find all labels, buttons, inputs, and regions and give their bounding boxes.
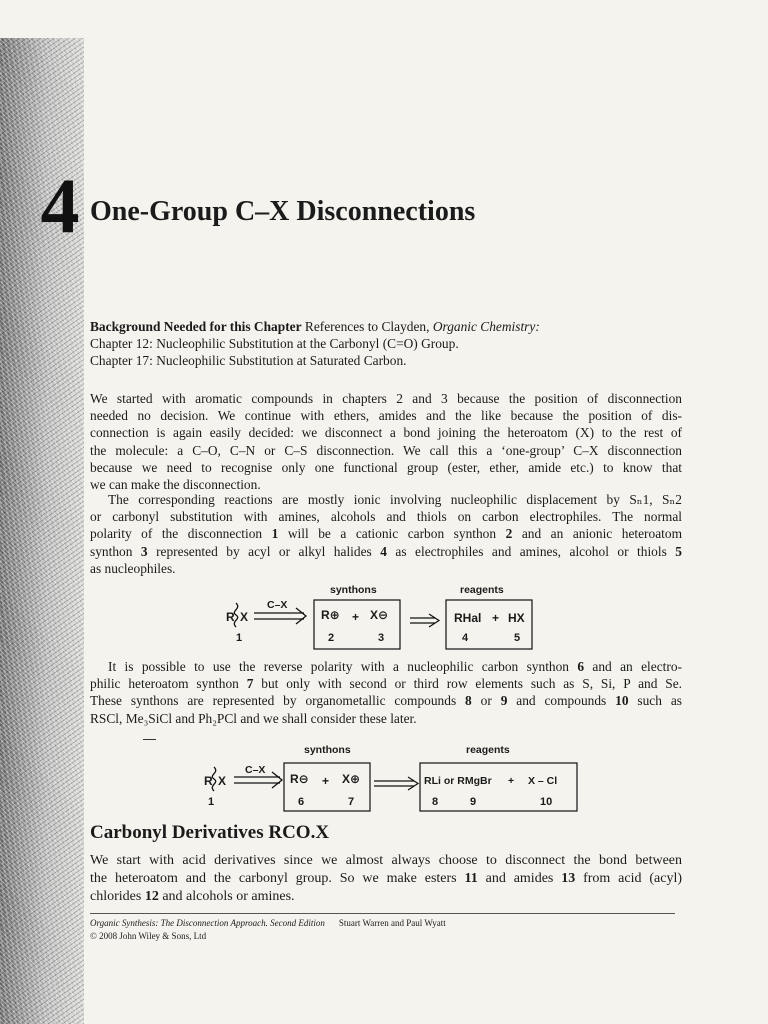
footer-copyright: © 2008 John Wiley & Sons, Ltd <box>90 931 207 941</box>
p3-text: It is possible to use the reverse polarity with a nucleophilic carbon synthon <box>108 659 578 674</box>
synthons-label: synthons <box>304 744 351 756</box>
reaction-scheme-1 <box>220 580 540 650</box>
p3-text: philic heteroatom synthon <box>90 676 247 692</box>
plus-sign: + <box>322 774 330 788</box>
footer-line-1 <box>90 917 446 930</box>
r-group: R <box>226 610 235 624</box>
p2-text: represented by acyl or alkyl halides <box>147 543 381 559</box>
compound-number: 1 <box>208 796 215 808</box>
p4-text: and amides <box>477 871 562 886</box>
heteroatom-x: X <box>240 610 249 624</box>
compound-number: 1 <box>236 632 243 644</box>
p4-line-3 <box>90 888 682 906</box>
reagent-x-cl: X – Cl <box>528 775 558 787</box>
compound-number: 10 <box>540 796 553 808</box>
plus-sign: + <box>508 775 515 787</box>
compound-number: 4 <box>462 632 469 644</box>
p2-text: synthon <box>90 543 141 559</box>
p3-line-2 <box>90 675 682 692</box>
synthons-label: synthons <box>330 584 377 596</box>
compound-ref: 13 <box>561 871 576 886</box>
compound-number: 5 <box>514 632 521 644</box>
p3-line-1 <box>90 658 682 675</box>
p1-line: needed no decision. We continue with ethers, amides and the like because the position of dis- <box>90 408 682 424</box>
compound-ref: 3 <box>140 543 148 559</box>
p2-text: will be a cationic carbon synthon <box>278 526 506 542</box>
compound-ref: 6 <box>577 659 585 674</box>
compound-ref: 9 <box>500 693 508 709</box>
p2-line-5: as nucleophiles. <box>90 560 176 576</box>
p2-text: polarity of the disconnection <box>90 526 272 542</box>
background-label: Background Needed for this Chapter <box>90 319 302 334</box>
synthon-anion: X⊖ <box>370 608 389 622</box>
compound-ref: 7 <box>246 676 254 692</box>
synthon-anion: R⊖ <box>290 772 309 786</box>
paragraph-4 <box>90 852 682 906</box>
p3-text: or <box>471 693 501 709</box>
p3-text: These synthons are represented by organometallic compounds <box>90 693 466 709</box>
p1-line: connection is again easily decided: we disconnect a bond joining the heteroatom (X) to the rest of <box>90 425 682 441</box>
chapter-title: One-Group C–X Disconnections <box>90 196 476 227</box>
compound-ref: 1 <box>271 526 279 542</box>
reagent-hx: HX <box>508 611 525 625</box>
chapter-number: 4 <box>40 162 80 249</box>
reagent-rhal: RHal <box>454 611 482 625</box>
synthon-cation: X⊕ <box>342 772 361 786</box>
reagent-organometallic: RLi or RMgBr <box>424 775 492 787</box>
compound-number: 3 <box>378 632 385 644</box>
compound-ref: 2 <box>505 526 513 542</box>
p4-line-2 <box>90 870 682 888</box>
p2-text: and an anionic heteroatom <box>512 526 682 542</box>
stray-dash-mark <box>143 739 156 740</box>
p3-line-3 <box>90 692 682 709</box>
background-box <box>90 318 700 370</box>
compound-ref: 8 <box>465 693 472 709</box>
p4-text: the heteroatom and the carbonyl group. So we make esters <box>90 871 465 886</box>
p4-line-1: We start with acid derivatives since we almost always choose to disconnect the bond between <box>90 853 682 868</box>
compound-ref: 12 <box>144 889 159 904</box>
p1-line: the molecule: a C–O, C–N or C–S disconnection. We call this a ‘one-group’ C–X disconnection <box>90 442 682 458</box>
p1-line: we can make the disconnection. <box>90 477 261 493</box>
p4-text: from acid (acyl) <box>575 871 682 886</box>
compound-number: 2 <box>328 632 335 644</box>
paragraph-3 <box>90 658 682 727</box>
background-line-2: Chapter 12: Nucleophilic Substitution at the Carbonyl (C=O) Group. <box>90 336 459 352</box>
plus-sign: + <box>352 610 360 624</box>
compound-ref: 5 <box>675 543 682 559</box>
p2-line-3 <box>90 525 682 542</box>
synthon-cation: R⊕ <box>321 608 340 622</box>
p4-text: and alcohols or amines. <box>158 889 295 904</box>
p3-text: such as <box>628 693 682 709</box>
p3-line-4: RSCl, Me₃SiCl and Ph₂PCl and we shall consider these later. <box>90 710 417 726</box>
footer-book-title: Organic Synthesis: The Disconnection Approach. Second Edition <box>90 918 325 928</box>
footer-rule <box>90 913 675 914</box>
heteroatom-x: X <box>218 774 227 788</box>
p3-text: but only with second or third row elements such as S, Si, P and Se. <box>253 676 682 692</box>
disconnection-label: C–X <box>245 764 266 776</box>
reagents-label: reagents <box>466 744 510 756</box>
compound-ref: 11 <box>464 871 478 886</box>
p1-line: because we need to recognise only one functional group (ester, ether, amide etc.) to know that <box>90 459 682 475</box>
p2-line-1: The corresponding reactions are mostly ionic involving nucleophilic displacement by Sₙ1, Sₙ2 <box>108 492 682 507</box>
p2-text: as electrophiles and amines, alcohol or thiols <box>386 543 676 559</box>
reaction-scheme-2 <box>198 742 583 814</box>
background-line-3: Chapter 17: Nucleophilic Substitution at Saturated Carbon. <box>90 353 407 369</box>
background-line-1 <box>90 318 700 335</box>
reagents-label: reagents <box>460 584 504 596</box>
section-heading: Carbonyl Derivatives RCO.X <box>90 822 330 843</box>
compound-ref: 10 <box>615 693 629 709</box>
background-book: Organic Chemistry: <box>432 319 540 334</box>
disconnection-label: C–X <box>267 599 288 611</box>
p3-text: and compounds <box>507 693 616 709</box>
compound-ref: 4 <box>380 543 387 559</box>
p4-text: chlorides <box>90 889 145 904</box>
p1-line: We started with aromatic compounds in chapters 2 and 3 because the position of disconnection <box>90 391 682 406</box>
footer-authors: Stuart Warren and Paul Wyatt <box>338 918 446 928</box>
p2-line-4 <box>90 543 682 560</box>
compound-number: 6 <box>298 796 305 808</box>
scheme-2-drawing <box>198 742 583 814</box>
background-intro: References to Clayden, <box>301 319 433 334</box>
r-group: R <box>204 774 213 788</box>
paragraph-2 <box>90 491 682 577</box>
compound-number: 9 <box>470 796 477 808</box>
compound-number: 7 <box>348 796 355 808</box>
compound-number: 8 <box>432 796 439 808</box>
plus-sign: + <box>492 611 500 625</box>
paragraph-1 <box>90 390 682 493</box>
p3-text: and an electro- <box>584 659 682 674</box>
footer <box>90 917 446 943</box>
p2-line-2: or carbonyl substitution with amines, alcohols and thiols on carbon electrophiles. The normal <box>90 509 682 525</box>
